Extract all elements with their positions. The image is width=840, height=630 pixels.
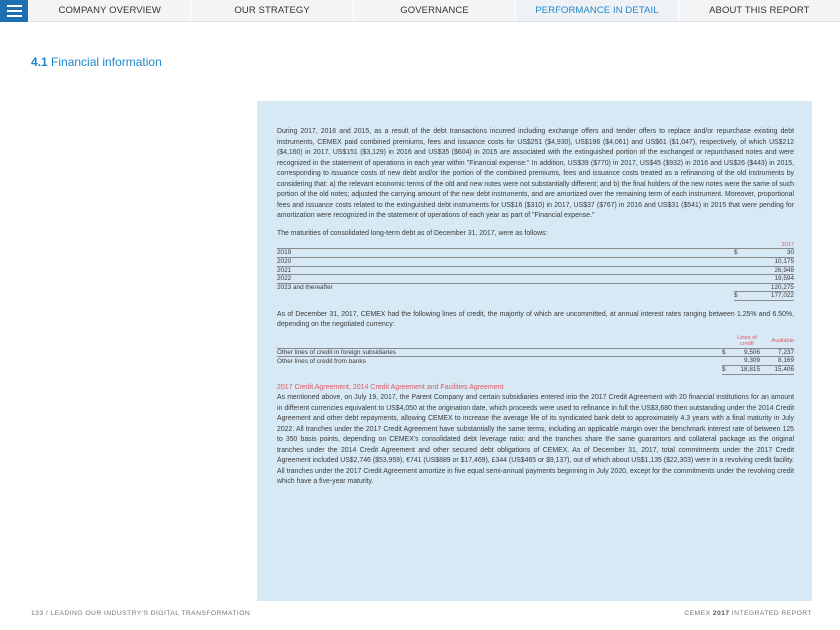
maturity-value: 19,594 <box>742 275 794 284</box>
nav-our-strategy[interactable]: OUR STRATEGY <box>190 0 352 21</box>
paragraph-credit-agreement: As mentioned above, on July 19, 2017, the Parent Company and certain subsidiaries entered into the 2017 Credit Agreement with 20 financial institutions for an amount in different currencies equivalent to US$4,050 at the origination date, which proceeds were used to refinance in full the US$3,680 then outstanding under the 2014 Credit Agreement and other debt repayments, allowing CEMEX to increase the average life of its syndicated bank debt to approximately 4.3 years with a final maturity in July 2022. All tranches under the 2017 Credit Agreement have substantially the same terms, including an applicable margin over the benchmark interest rate of between 125 to 350 basis points, depending on CEMEX's consolidated debt leverage ratio; and the tranches share the same guarantors and collateral package as the original tranches under the 2014 Credit Agreement and other secured debt obligations of CEMEX. As of December 31, 2017, total commitments under the 2017 Credit Agreement included US$2,746 ($53,959), €741 (US$889 or $17,469), £344 (US$465 or $9,137), out of which about US$1,135 ($22,303) were in a revolving credit facility. All tranches under the 2017 Credit Agreement amortize in five equal semi-annual payments beginning in July 2020, except for the commitments under the revolving credit which have a five-year maturity. <box>277 394 794 486</box>
footer-page-label: 133 / LEADING OUR INDUSTRY'S DIGITAL TRANSFORMATION <box>31 610 251 617</box>
maturity-label: 2020 <box>277 258 734 267</box>
paragraph-maturities-intro: The maturities of consolidated long-term debt as of December 31, 2017, were as follows: <box>277 229 548 237</box>
footer-brand: CEMEX <box>684 610 711 617</box>
maturity-label: 2022 <box>277 275 734 284</box>
maturities-header-year: 2017 <box>781 242 794 248</box>
top-navigation <box>0 0 840 22</box>
maturity-label: 2021 <box>277 266 734 275</box>
footer-report-name: INTEGRATED REPORT <box>731 610 812 617</box>
section-title <box>31 55 162 69</box>
hamburger-menu-icon[interactable] <box>0 0 28 22</box>
footer-report-title <box>684 610 812 617</box>
maturity-label: 2019 <box>277 249 734 258</box>
credit-line-label: Other lines of credit in foreign subsidiaries <box>277 348 722 357</box>
nav-governance[interactable]: GOVERNANCE <box>353 0 515 21</box>
currency-symbol: $ <box>734 292 742 301</box>
maturity-value: 120,275 <box>742 283 794 292</box>
credit-available-total: 15,406 <box>760 365 794 374</box>
maturity-value: 26,948 <box>742 266 794 275</box>
section-title-text: Financial information <box>51 55 162 69</box>
header-lines-of-credit: Lines of credit <box>737 334 757 348</box>
section-number: 4.1 <box>31 55 48 69</box>
credit-line-value: 9,506 <box>734 348 760 357</box>
currency-symbol: $ <box>722 365 734 374</box>
paragraph-debt-transactions: During 2017, 2016 and 2015, as a result of the debt transactions incurred including exchange offers and tender offers to replace and/or repurchase existing debt instruments, CEMEX paid combined premiums, fees and issuance costs for US$251 ($4,930), US$196 ($4,061) and US$61 ($1,047), respectively, of which US$212 ($4,160) in 2017, US$151 ($3,129) in 2016 and US$35 ($604) in 2015 are associated with the extinguished portion of the exchanged or repurchased notes and were recognized in the statement of operations in each year within "Financial expense." In addition, US$39 ($770) in 2017, US$45 ($932) in 2016 and US$26 ($443) in 2015, corresponding to issuance costs of new debt and/or the portion of the combined premiums, fees and issuance costs treated as a refinancing of the old instruments by considering that: a) the relevant economic terms of the old and new notes were not substantially different; and b) the final holders of the new notes were the same of such portion of the old notes; adjusted the carrying amount of the new debt instruments, and are amortized over the remaining term of each instrument. Moreover, proportional fees and issuance costs related to the extinguished debt instruments for US$16 ($310) in 2017, US$37 ($767) in 2016 and US$31 ($541) in 2015 that were pending for amortization were recognized in the statement of operations of each year as part of "Financial expense." <box>277 128 794 219</box>
maturity-label: 2023 and thereafter <box>277 283 734 292</box>
content-body <box>277 127 794 488</box>
credit-line-value: 9,309 <box>734 357 760 366</box>
credit-lines-total: 18,815 <box>734 365 760 374</box>
maturity-value: 10,175 <box>742 258 794 267</box>
credit-lines-table <box>277 335 794 375</box>
credit-available-value: 7,237 <box>760 348 794 357</box>
paragraph-lines-of-credit: As of December 31, 2017, CEMEX had the following lines of credit, the majority of which are uncommitted, at annual interest rates ranging between 1.25% and 6.50%, depending on the negotiated currency: <box>277 310 794 329</box>
header-available: Available <box>771 338 794 345</box>
subheading-credit-agreement: 2017 Credit Agreement, 2014 Credit Agreement and Facilities Agreement <box>277 383 504 391</box>
maturity-value: 30 <box>742 249 794 258</box>
nav-company-overview[interactable]: COMPANY OVERVIEW <box>28 0 190 21</box>
currency-symbol: $ <box>734 249 742 258</box>
credit-available-value: 8,169 <box>760 357 794 366</box>
credit-line-label: Other lines of credit from banks <box>277 357 722 366</box>
footer-year: 2017 <box>712 610 730 617</box>
maturities-table <box>277 242 794 301</box>
maturities-total: 177,022 <box>742 292 794 301</box>
nav-performance-in-detail[interactable]: PERFORMANCE IN DETAIL <box>515 0 677 21</box>
nav-about-this-report[interactable]: ABOUT THIS REPORT <box>678 0 840 21</box>
currency-symbol: $ <box>722 348 734 357</box>
